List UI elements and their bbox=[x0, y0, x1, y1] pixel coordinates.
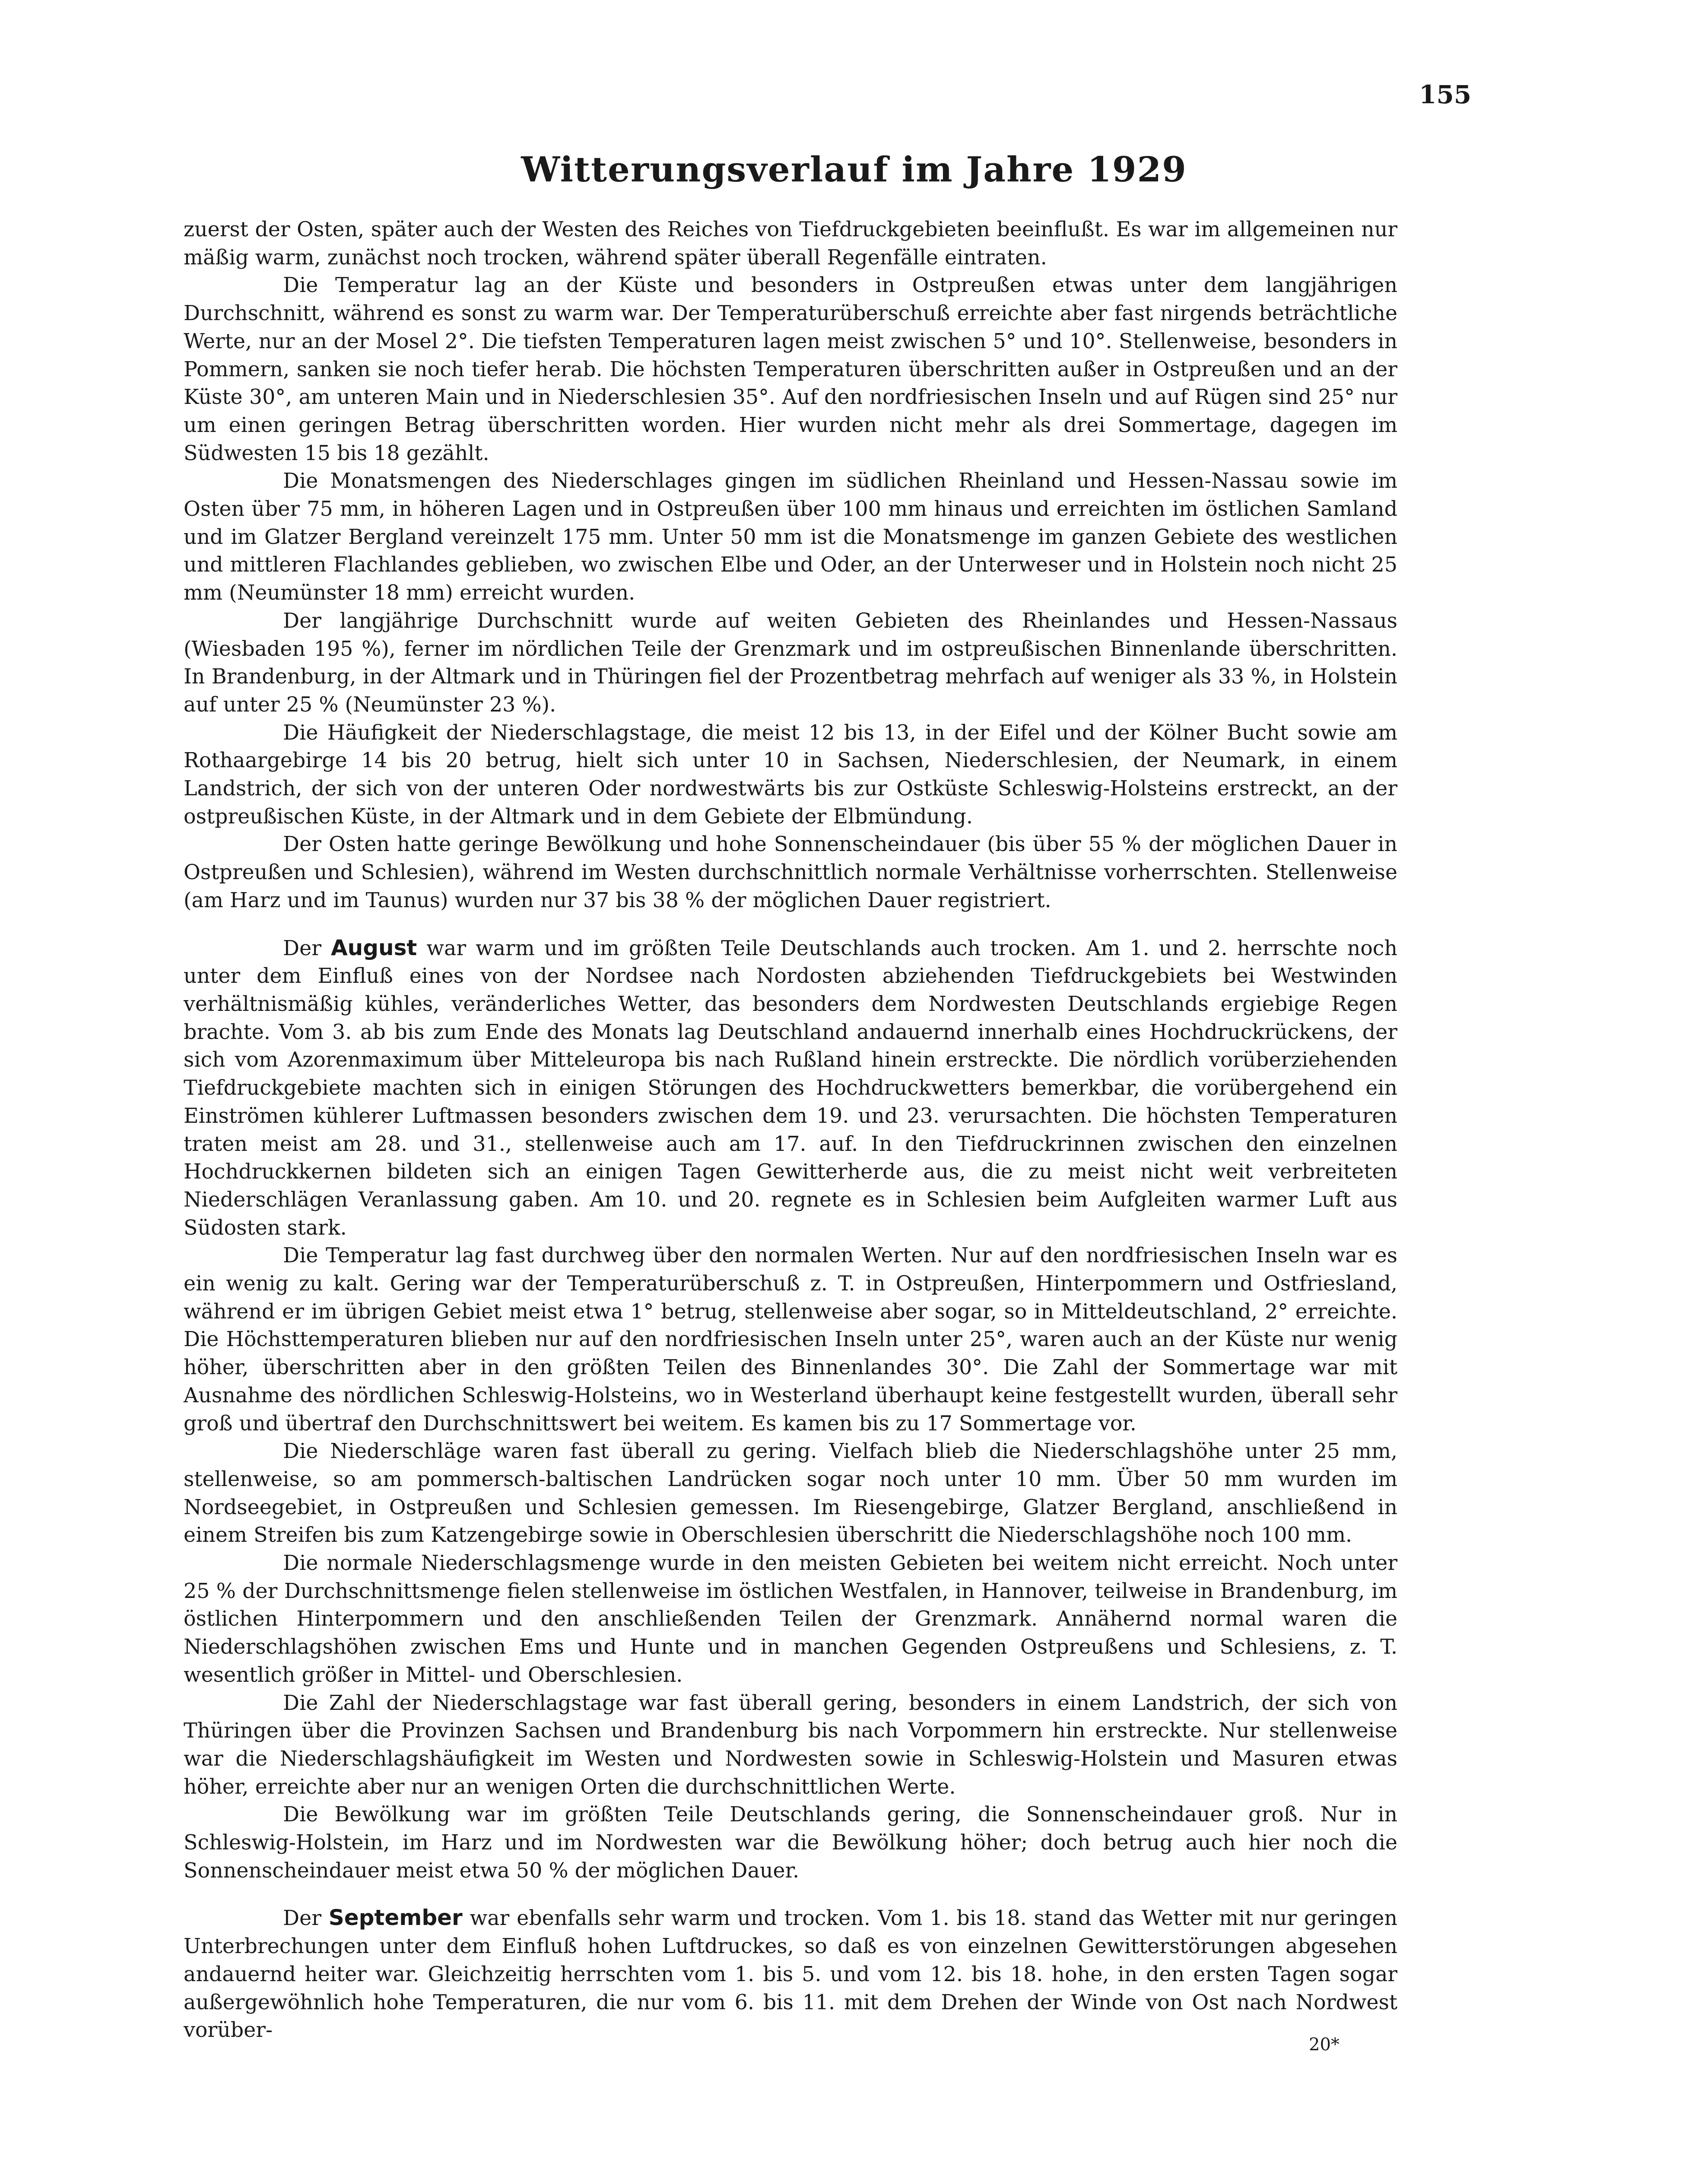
month-heading-september: September bbox=[328, 1905, 463, 1931]
paragraph-5: Die Häufigkeit der Niederschlagstage, die meist 12 bis 13, in der Eifel und der Kölner Bucht sowie am Rothaargebirge 14 bis 20 betrug, hielt sich unter 10 in Sachsen, Niederschlesien, der Neumark, in einem Landstrich, der sich von der unteren Oder nordwestwärts bis zur Ostküste Schleswig-Holsteins erstreckt, an der ostpreußischen Küste, in der Altmark und in dem Gebiete der Elbmündung. bbox=[184, 721, 1397, 829]
paragraph-september bbox=[184, 1904, 1397, 2045]
paragraph-8: Die Temperatur lag fast durchweg über den normalen Werten. Nur auf den nordfriesischen Inseln war es ein wenig zu kalt. Gering war der Temperaturüberschuß z. T. in Ostpreußen, Hinterpommern und Ostfriesland, während er im übrigen Gebiet meist etwa 1° betrug, stellenweise aber sogar, so in Mitteldeutschland, 2° erreichte. Die Höchsttemperaturen blieben nur auf den nordfriesischen Inseln unter 25°, waren auch an der Küste nur wenig höher, überschritten aber in den größten Teilen des Binnenlandes 30°. Die Zahl der Sommertage war mit Ausnahme des nördlichen Schleswig-Holsteins, wo in Westerland überhaupt keine festgestellt wurden, überall sehr groß und übertraf den Durchschnittswert bei weitem. Es kamen bis zu 17 Sommertage vor. bbox=[184, 1244, 1397, 1436]
paragraph-6: Der Osten hatte geringe Bewölkung und hohe Sonnenscheindauer (bis über 55 % der möglichen Dauer in Ostpreußen und Schlesien), während im Westen durchschnittlich normale Verhältnisse vorherrschten. Stellenweise (am Harz und im Taunus) wurden nur 37 bis 38 % der möglichen Dauer registriert. bbox=[184, 832, 1397, 912]
paragraph-text: war ebenfalls sehr warm und trocken. Vom 1. bis 18. stand das Wetter mit nur geringen Unterbrechungen unter dem Einfluß hohen Luftdruckes, so daß es von einzelnen Gewitterstörungen abgesehen andauernd heiter war. Gleichzeitig herrschten vom 1. bis 5. und vom 12. bis 18. hohe, in den ersten Tagen sogar außergewöhnlich hohe Temperaturen, die nur vom 6. bis 11. mit dem Drehen der Winde von Ost nach Nordwest vorüber- bbox=[184, 1906, 1397, 2042]
paragraph-lead: Der bbox=[283, 1906, 329, 1931]
paragraph-12: Die Bewölkung war im größten Teile Deutschlands gering, die Sonnenscheindauer groß. Nur in Schleswig-Holstein, im Harz und im Nordwesten war die Bewölkung höher; doch betrug auch hier noch die Sonnenscheindauer meist etwa 50 % der möglichen Dauer. bbox=[184, 1803, 1397, 1883]
paragraph-9: Die Niederschläge waren fast überall zu gering. Vielfach blieb die Niederschlagshöhe unter 25 mm, stellenweise, so am pommersch-baltischen Landrücken sogar noch unter 10 mm. Über 50 mm wurden im Nordseegebiet, in Ostpreußen und Schlesien gemessen. Im Riesengebirge, Glatzer Bergland, anschließend in einem Streifen bis zum Katzengebirge sowie in Oberschlesien überschritt die Niederschlagshöhe noch 100 mm. bbox=[184, 1439, 1397, 1547]
paragraph-august bbox=[184, 934, 1397, 1242]
paragraph-4: Der langjährige Durchschnitt wurde auf weiten Gebieten des Rheinlandes und Hessen-Nassaus (Wiesbaden 195 %), ferner im nördlichen Teile der Grenzmark und im ostpreußischen Binnenlande überschritten. In Brandenburg, in der Altmark und in Thüringen fiel der Prozentbetrag mehrfach auf weniger als 33 %, in Holstein auf unter 25 % (Neumünster 23 %). bbox=[184, 609, 1397, 717]
paragraph-3: Die Monatsmengen des Niederschlages gingen im südlichen Rheinland und Hessen-Nassau sowie im Osten über 75 mm, in höheren Lagen und in Ostpreußen über 100 mm hinaus und erreichten im östlichen Samland und im Glatzer Bergland vereinzelt 175 mm. Unter 50 mm ist die Monatsmenge im ganzen Gebiete des westlichen und mittleren Flachlandes geblieben, wo zwischen Elbe und Oder, an der Unterweser und in Holstein noch nicht 25 mm (Neumünster 18 mm) erreicht wurden. bbox=[184, 469, 1397, 605]
paragraph-lead: Der bbox=[283, 936, 331, 960]
paragraph-11: Die Zahl der Niederschlagstage war fast überall gering, besonders in einem Landstrich, der sich von Thüringen über die Provinzen Sachsen und Brandenburg bis nach Vorpommern hin erstreckte. Nur stellenweise war die Niederschlagshäufigkeit im Westen und Nordwesten sowie in Schleswig-Holstein und Masuren etwas höher, erreichte aber nur an wenigen Orten die durchschnittlichen Werte. bbox=[184, 1691, 1397, 1799]
paragraph-1: zuerst der Osten, später auch der Westen des Reiches von Tiefdruckgebieten beeinflußt. Es war im allgemeinen nur mäßig warm, zunächst noch trocken, während später überall Regenfälle eintraten. bbox=[184, 218, 1397, 270]
page-number: 155 bbox=[1419, 80, 1472, 109]
paragraph-text: war warm und im größten Teile Deutschlands auch trocken. Am 1. und 2. herrschte noch unter dem Einfluß eines von der Nordsee nach Nordosten abziehenden Tiefdruckgebiets bei Westwinden verhältnismäßig kühles, veränderliches Wetter, das besonders dem Nordwesten Deutschlands ergiebige Regen brachte. Vom 3. ab bis zum Ende des Monats lag Deutschland andauernd innerhalb eines Hochdruckrückens, der sich vom Azorenmaximum über Mitteleuropa bis nach Rußland hinein erstreckte. Die nördlich vorüberziehenden Tiefdruckgebiete machten sich in einigen Störungen des Hochdruckwetters bemerkbar, die vorübergehend ein Einströmen kühlerer Luftmassen besonders zwischen dem 19. und 23. verursachten. Die höchsten Temperaturen traten meist am 28. und 31., stellenweise auch am 17. auf. In den Tiefdruckrinnen zwischen den einzelnen Hochdruckkernen bildeten sich an einigen Tagen Gewitterherde aus, die zu meist nicht weit verbreiteten Niederschlägen Veranlassung gaben. Am 10. und 20. regnete es in Schlesien beim Aufgleiten warmer Luft aus Südosten stark. bbox=[184, 936, 1397, 1240]
signature-mark: 20* bbox=[1309, 2035, 1340, 2055]
page-title: Witterungsverlauf im Jahre 1929 bbox=[521, 149, 1187, 190]
article-body bbox=[184, 216, 1397, 2045]
paragraph-2: Die Temperatur lag an der Küste und besonders in Ostpreußen etwas unter dem langjährigen Durchschnitt, während es sonst zu warm war. Der Temperaturüberschuß erreichte aber fast nirgends beträchtliche Werte, nur an der Mosel 2°. Die tiefsten Temperaturen lagen meist zwischen 5° und 10°. Stellenweise, besonders in Pommern, sanken sie noch tiefer herab. Die höchsten Temperaturen überschritten außer in Ostpreußen und an der Küste 30°, am unteren Main und in Niederschlesien 35°. Auf den nordfriesischen Inseln und auf Rügen sind 25° nur um einen geringen Betrag überschritten worden. Hier wurden nicht mehr als drei Sommertage, dagegen im Südwesten 15 bis 18 gezählt. bbox=[184, 273, 1397, 465]
month-heading-august: August bbox=[330, 935, 417, 960]
paragraph-10: Die normale Niederschlagsmenge wurde in den meisten Gebieten bei weitem nicht erreicht. Noch unter 25 % der Durchschnittsmenge fielen stellenweise im östlichen Westfalen, in Hannover, teilweise in Brandenburg, im östlichen Hinterpommern und den anschließenden Teilen der Grenzmark. Annähernd normal waren die Niederschlagshöhen zwischen Ems und Hunte und in manchen Gegenden Ostpreußens und Schlesiens, z. T. wesentlich größer in Mittel- und Oberschlesien. bbox=[184, 1551, 1397, 1687]
